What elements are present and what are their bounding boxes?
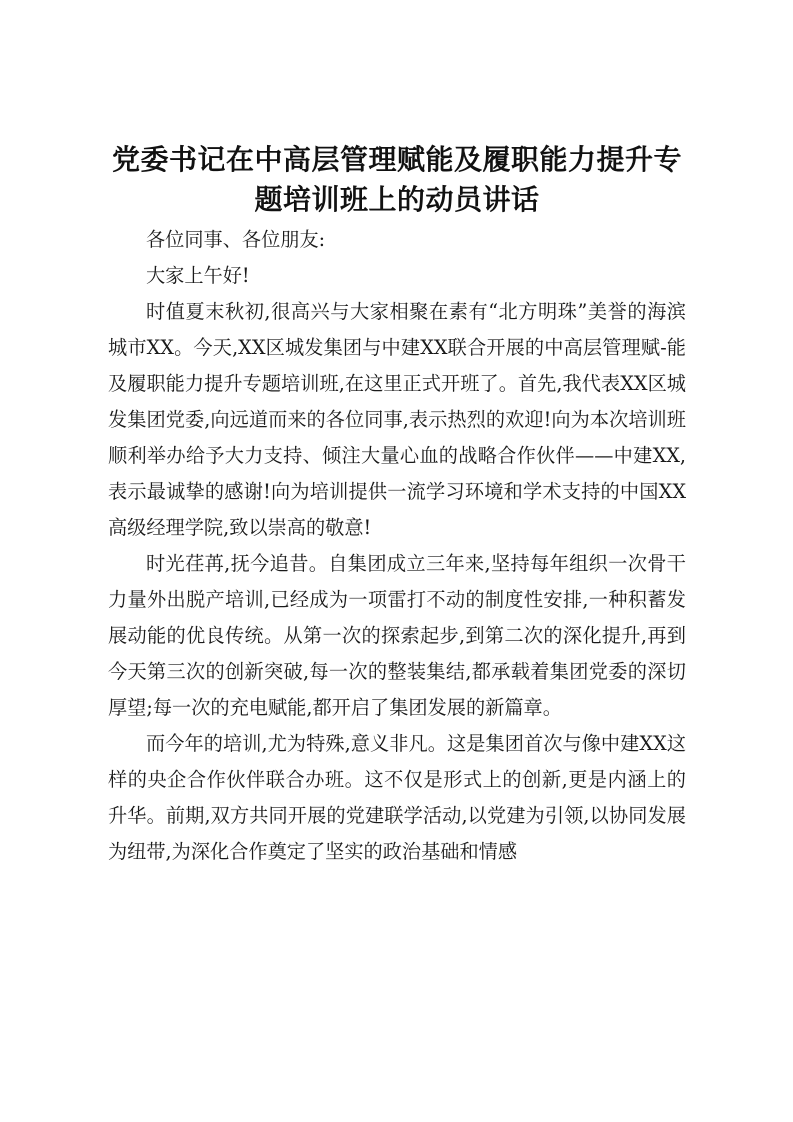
document-body: [108, 222, 686, 870]
greeting: 大家上午好!: [146, 264, 250, 287]
document-title: 党委书记在中高层管理赋能及履职能力提升专题培训班上的动员讲话: [111, 143, 682, 216]
paragraph-opening: 时值夏末秋初,很高兴与大家相聚在素有“北方明珠”美誉的海滨城市XX。今天,XX区城发集团与中建XX联合开展的中高层管理赋-能及履职能力提升专题培训班,在这里正式开班了。首先,我代表XX区城发集团党委,向远道而来的各位同事,表示热烈的欢迎!向为本次培训班顺利举办给予大力支持、倾注大量心血的战略合作伙伴——中建XX,表示最诚挚的感谢!向为培训提供一流学习环境和学术支持的中国XX高级经理学院,致以崇高的敬意!: [108, 300, 686, 539]
document-page: [108, 140, 686, 870]
salutation: 各位同事、各位朋友:: [146, 228, 326, 251]
paragraph-history: 时光荏苒,抚今追昔。自集团成立三年来,坚持每年组织一次骨干力量外出脱产培训,已经成为一项雷打不动的制度性安排,一种积蓄发展动能的优良传统。从第一次的探索起步,到第二次的深化提升,再到今天第三次的创新突破,每一次的整装集结,都承载着集团党委的深切厚望;每一次的充电赋能,都开启了集团发展的新篇章。: [108, 552, 686, 719]
paragraph-significance: 而今年的培训,尤为特殊,意义非凡。这是集团首次与像中建XX这样的央企合作伙伴联合办班。这不仅是形式上的创新,更是内涵上的升华。前期,双方共同开展的党建联学活动,以党建为引领,以协同发展为纽带,为深化合作奠定了坚实的政治基础和情感: [108, 732, 686, 863]
